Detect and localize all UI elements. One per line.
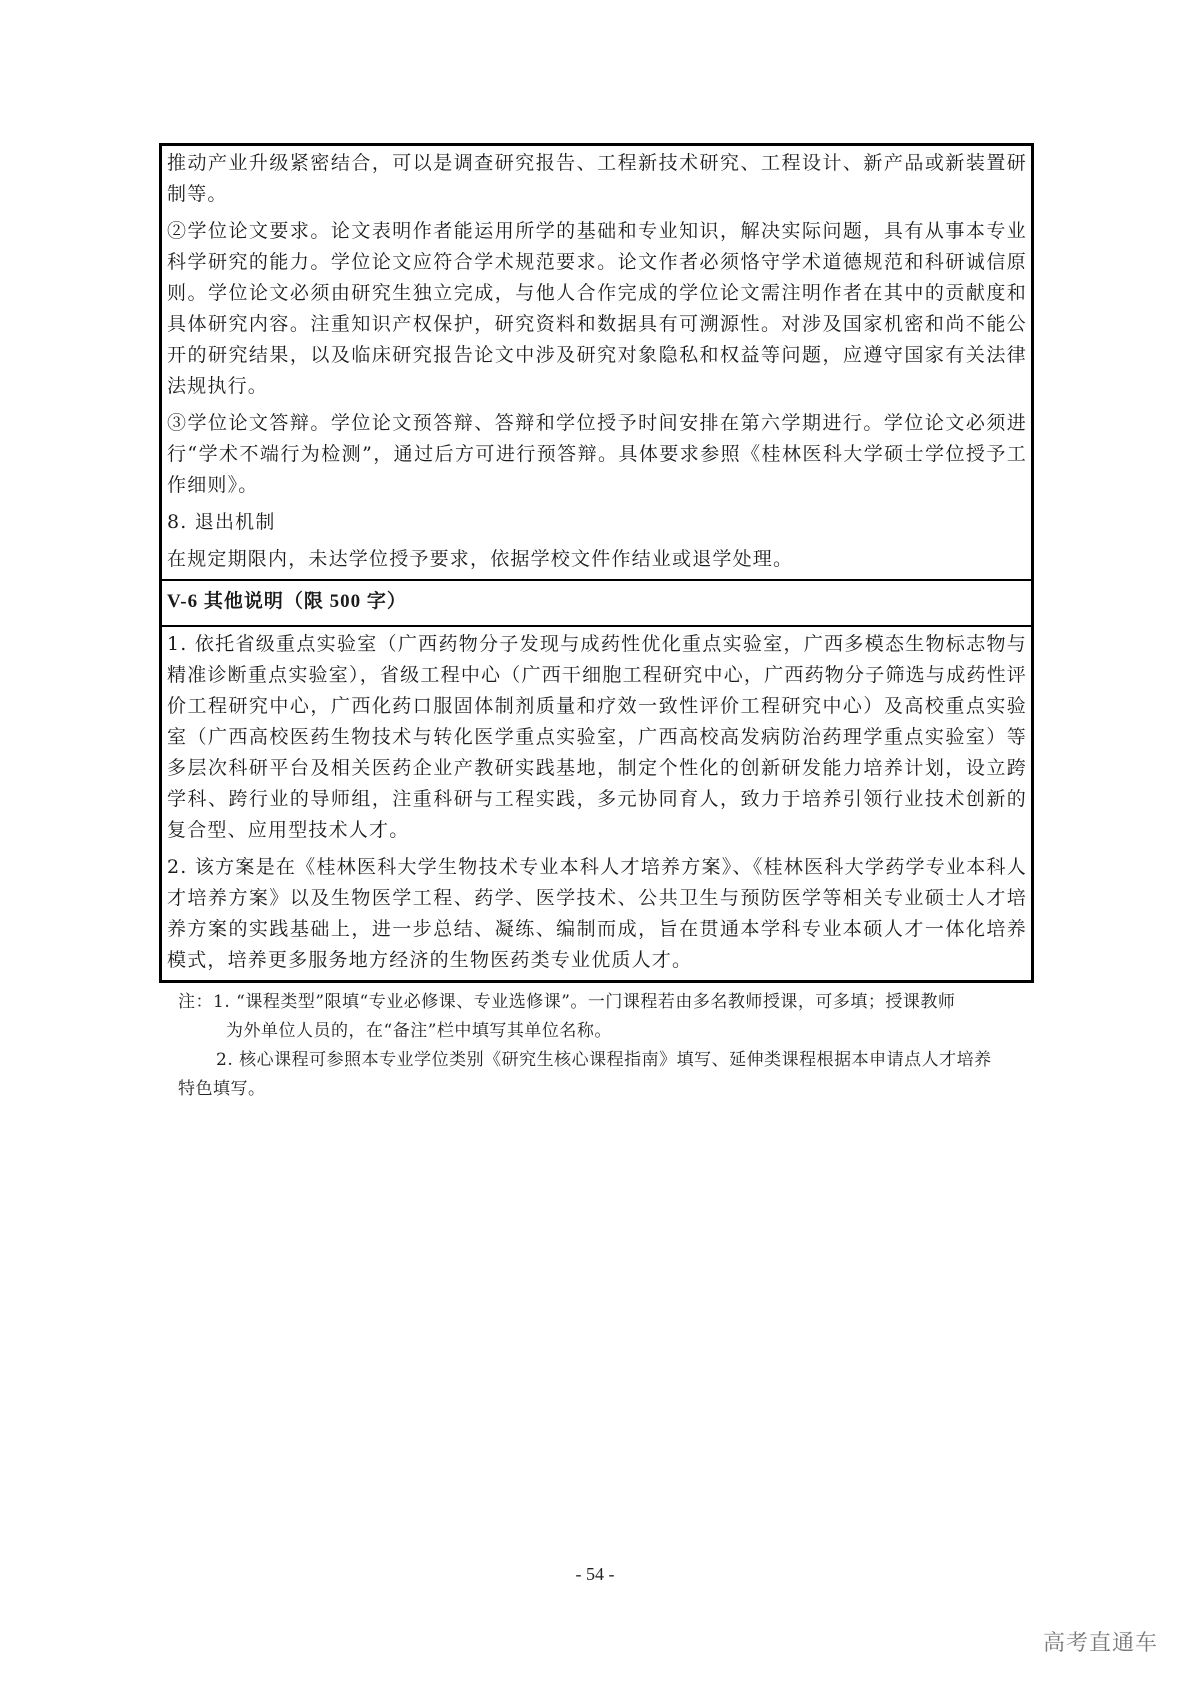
page-number: - 54 - [575, 1564, 615, 1584]
paragraph-program-basis: 2. 该方案是在《桂林医科大学生物技术专业本科人才培养方案》、《桂林医科大学药学专业本科人才培养方案》以及生物医学工程、药学、医学技术、公共卫生与预防医学等相关专业硕士人才培养方案的实践基础上，进一步总结、凝练、编制而成，旨在贯通本学科专业本硕人才一体化培养模式，培养更多服务地方经济的生物医药类专业优质人才。 [167, 856, 1027, 971]
paragraph-thesis-requirements: ②学位论文要求。论文表明作者能运用所学的基础和专业知识，解决实际问题，具有从事本专业科学研究的能力。学位论文应符合学术规范要求。论文作者必须恪守学术道德规范和科研诚信原则。学位论文必须由研究生独立完成，与他人合作完成的学位论文需注明作者在其中的贡献度和具体研究内容。注重知识产权保护，研究资料和数据具有可溯源性。对涉及国家机密和尚不能公开的研究结果，以及临床研究报告论文中涉及研究对象隐私和权益等问题，应遵守国家有关法律法规执行。 [167, 220, 1027, 397]
table-footnotes [178, 988, 1018, 1104]
watermark: 高考直通车 [1042, 1631, 1158, 1656]
document-table [159, 143, 1034, 983]
paragraph-thesis-type: 推动产业升级紧密结合，可以是调查研究报告、工程新技术研究、工程设计、新产品或新装置研制等。 [167, 152, 1027, 205]
paragraph-exit-mechanism: 在规定期限内，未达学位授予要求，依据学校文件作结业或退学处理。 [167, 548, 794, 570]
footnote-2: 2. 核心课程可参照本专业学位类别《研究生核心课程指南》填写、延伸类课程根据本申请点人才培养 [216, 1050, 992, 1070]
footnote-1: 注：1. “课程类型”限填“专业必修课、专业选修课”。一门课程若由多名教师授课，可多填；授课教师 [178, 992, 956, 1012]
paragraph-thesis-defense: ③学位论文答辩。学位论文预答辩、答辩和学位授予时间安排在第六学期进行。学位论文必须进行“学术不端行为检测”，通过后方可进行预答辩。具体要求参照《桂林医科大学硕士学位授予工作细则》。 [167, 412, 1027, 496]
paragraph-platforms: 1. 依托省级重点实验室（广西药物分子发现与成药性优化重点实验室，广西多模态生物标志物与精准诊断重点实验室），省级工程中心（广西干细胞工程研究中心，广西药物分子筛选与成药性评价工程研究中心，广西化药口服固体制剂质量和疗效一致性评价工程研究中心）及高校重点实验室（广西高校医药生物技术与转化医学重点实验室，广西高校高发病防治药理学重点实验室）等多层次科研平台及相关医药企业产教研实践基地，制定个性化的创新研发能力培养计划，设立跨学科、跨行业的导师组，注重科研与工程实践，多元协同育人，致力于培养引领行业技术创新的复合型、应用型技术人才。 [167, 633, 1027, 841]
footnote-2-continued: 特色填写。 [178, 1079, 266, 1099]
footnote-1-continued: 为外单位人员的，在“备注”栏中填写其单位名称。 [226, 1021, 612, 1041]
section-header-v6: V-6 其他说明（限 500 字） [162, 579, 1031, 625]
heading-exit-mechanism: 8. 退出机制 [167, 511, 276, 533]
training-requirements-cell [162, 146, 1031, 579]
other-notes-cell [162, 625, 1031, 980]
